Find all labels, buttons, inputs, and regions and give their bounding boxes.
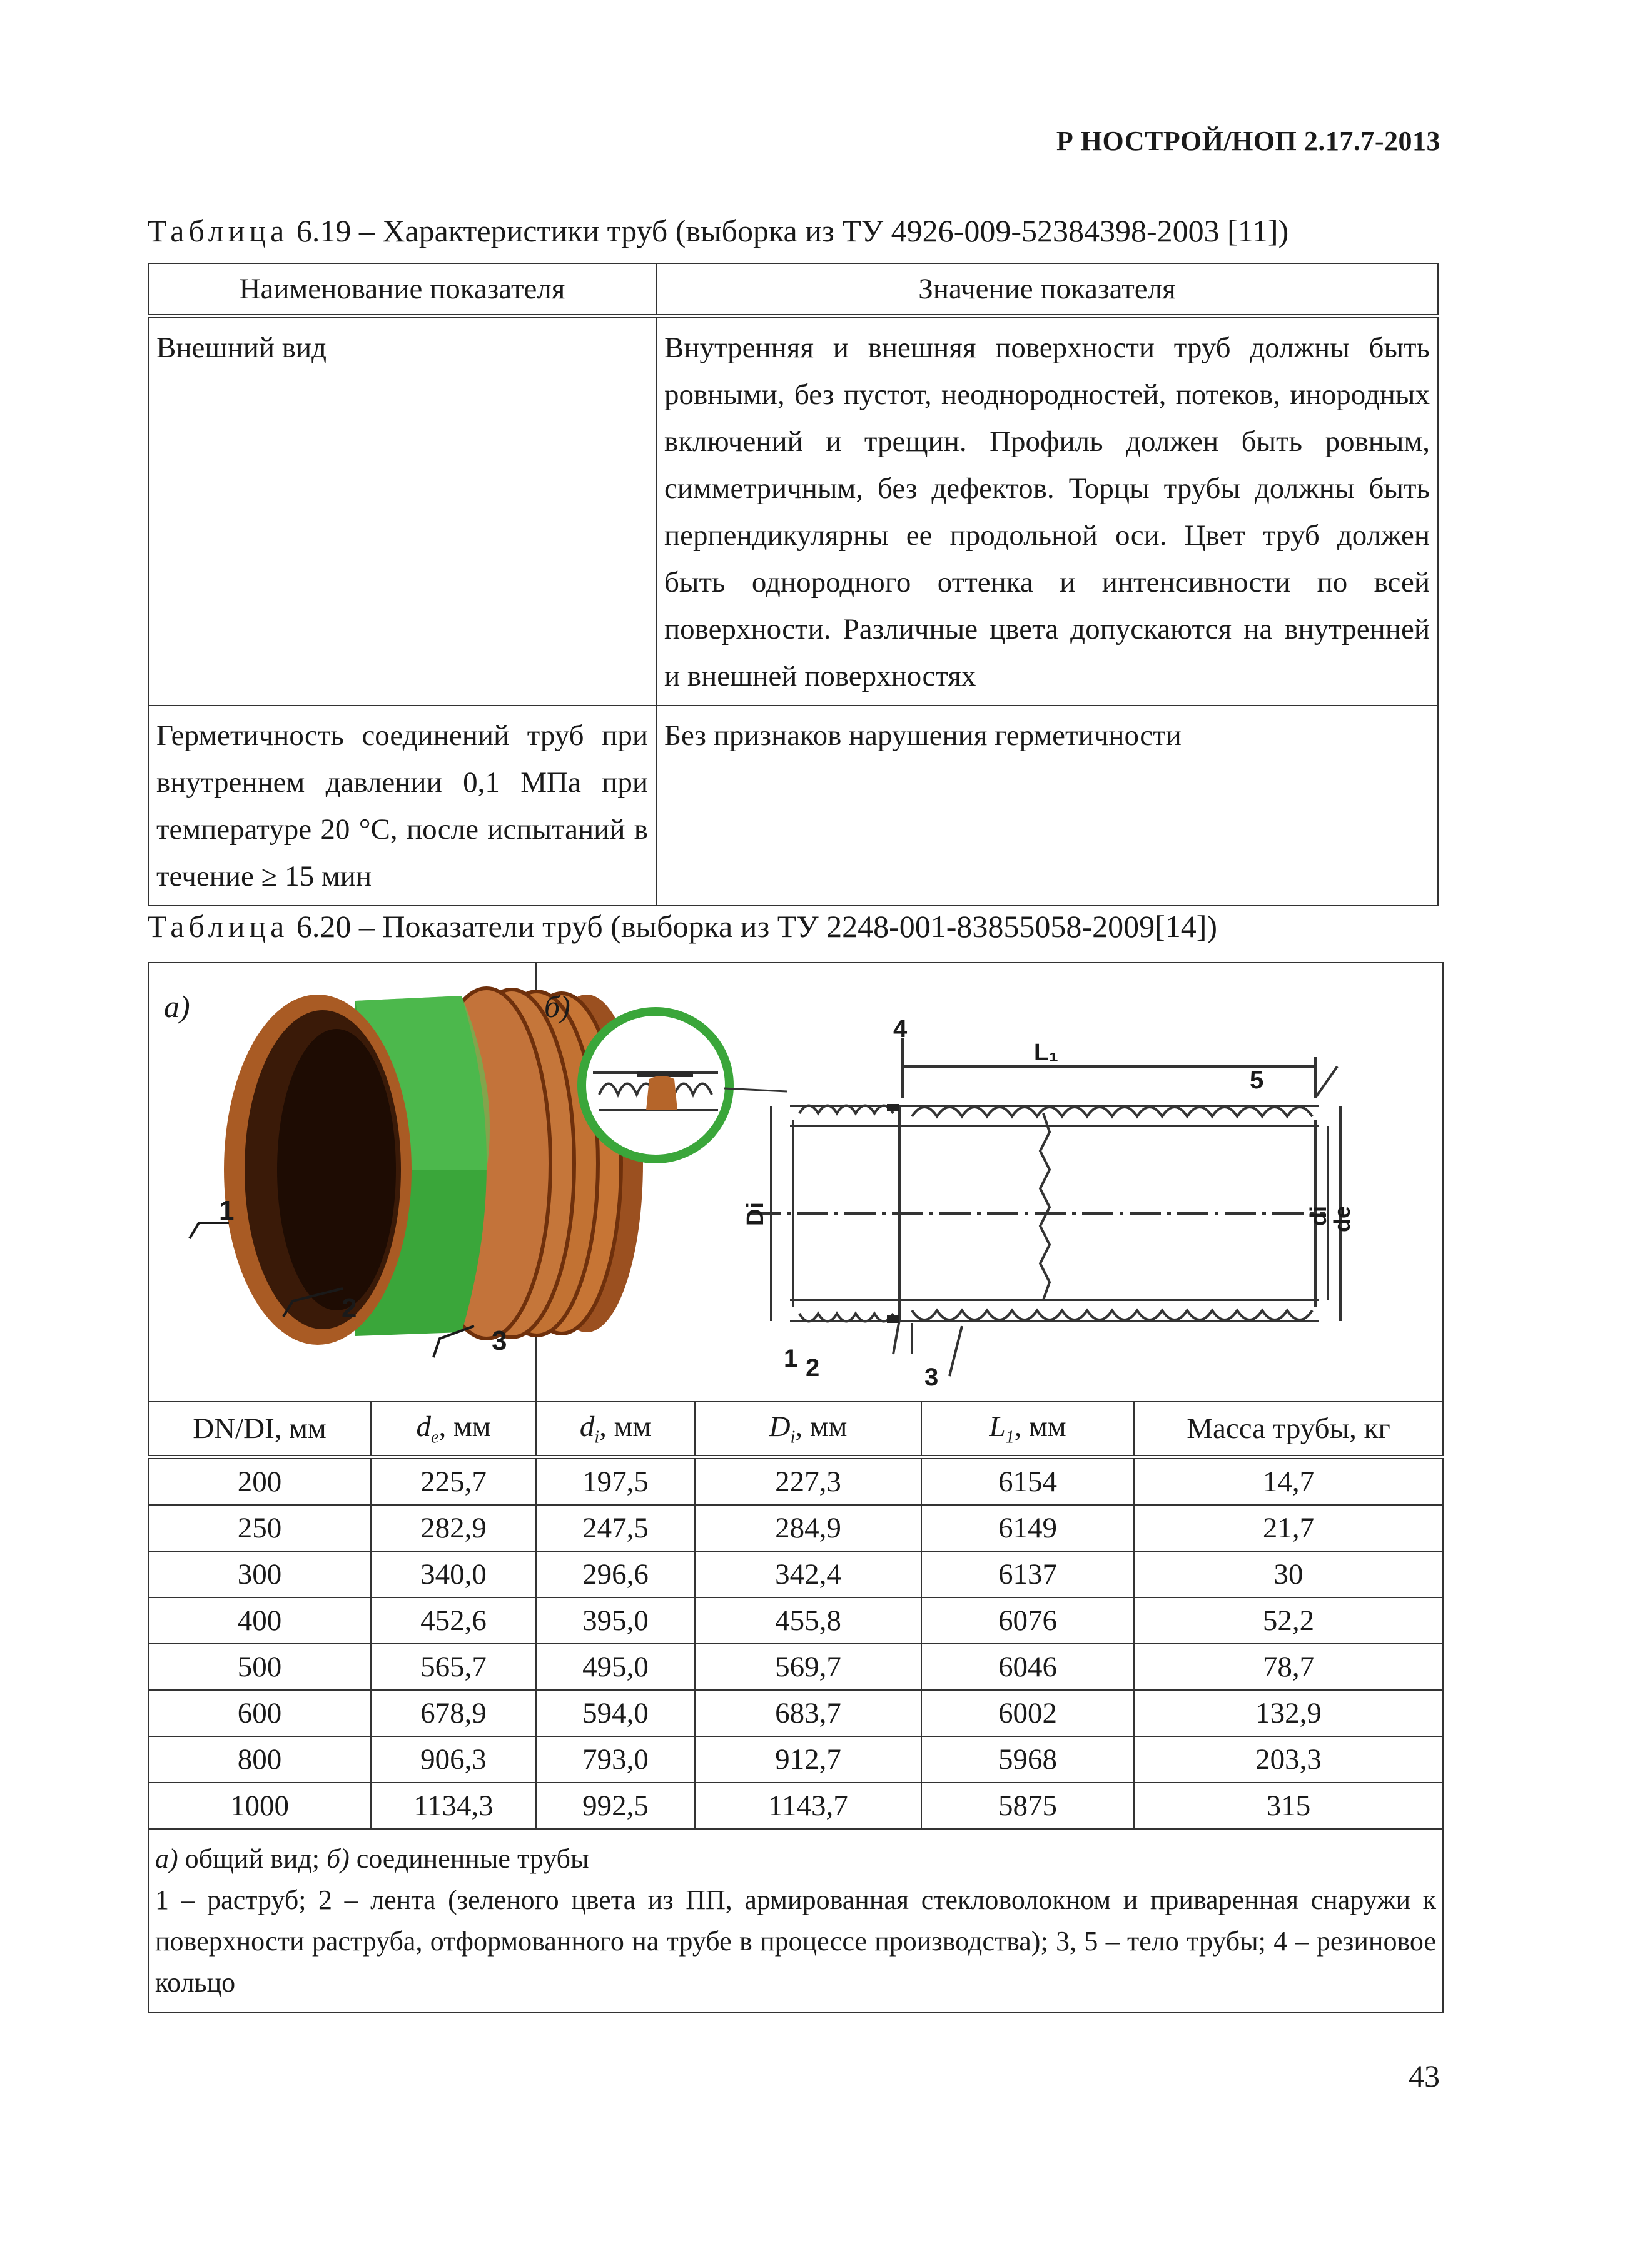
header-indicator-value: Значение показателя xyxy=(656,263,1438,316)
table-cell: 452,6 xyxy=(371,1597,536,1644)
table-cell: 197,5 xyxy=(536,1457,695,1506)
table-cell: 1000 xyxy=(148,1783,371,1829)
table-cell: 225,7 xyxy=(371,1457,536,1506)
figure-note: а) общий вид; б) соединенные трубы 1 – раструб; 2 – лента (зеленого цвета из ПП, армированная стекловолокном и приваренная снаружи к поверхности раструба, отформованного на трубе в процессе производства); 3, 5 – тело трубы; 4 – резиновое кольцо xyxy=(148,1829,1443,2013)
table-cell: 282,9 xyxy=(371,1505,536,1551)
table-cell: 992,5 xyxy=(536,1783,695,1829)
table-cell: 683,7 xyxy=(695,1690,921,1736)
dim-di: di xyxy=(1305,1206,1331,1226)
table-row xyxy=(148,1690,1443,1736)
figure-a-label: а) xyxy=(164,989,190,1024)
table-cell: 594,0 xyxy=(536,1690,695,1736)
table-cell: 132,9 xyxy=(1134,1690,1443,1736)
callout-3: 3 xyxy=(924,1364,939,1391)
dim-Di: Di xyxy=(742,1202,769,1226)
table-cell: 21,7 xyxy=(1134,1505,1443,1551)
dim-L1: L₁ xyxy=(1034,1040,1058,1066)
row-value-tightness: Без признаков нарушения герметичности xyxy=(656,706,1438,906)
row-value-appearance: Внутренняя и внешняя поверхности труб должны быть ровными, без пустот, неоднородностей, потеков, инородных включений и трещин. Профиль должен быть ровным, симметричным, без дефектов. Торцы трубы должны быть перпендикулярны ее продольной оси. Цвет труб должен быть однородного оттенка и интенсивности по всей поверхности. Различные цвета допускаются на внутренней и внешней поверхностях xyxy=(656,316,1438,706)
dim-de: de xyxy=(1329,1205,1355,1232)
caption-text: 6.20 – Показатели труб (выборка из ТУ 2248-001-83855058-2009[14]) xyxy=(296,909,1218,944)
table-row xyxy=(148,1551,1443,1597)
table-cell: 800 xyxy=(148,1736,371,1783)
table-620 xyxy=(148,962,1444,2013)
table-cell: 793,0 xyxy=(536,1736,695,1783)
table-cell: 340,0 xyxy=(371,1551,536,1597)
table-cell: 200 xyxy=(148,1457,371,1506)
table-cell: 5875 xyxy=(921,1783,1134,1829)
table-header-row xyxy=(148,1402,1443,1457)
table-cell: 495,0 xyxy=(536,1644,695,1690)
callout-1: 1 xyxy=(784,1345,798,1372)
table-cell: 250 xyxy=(148,1505,371,1551)
table-row xyxy=(148,1644,1443,1690)
table-cell: 300 xyxy=(148,1551,371,1597)
table-row xyxy=(148,316,1438,706)
pipe-joint-drawing xyxy=(537,963,1355,1395)
table-row xyxy=(148,1597,1443,1644)
table-cell: 342,4 xyxy=(695,1551,921,1597)
table-cell: 1134,3 xyxy=(371,1783,536,1829)
figure-b-cell xyxy=(536,963,1443,1402)
table-cell: 6154 xyxy=(921,1457,1134,1506)
header-Di: $D_i$, мм xyxy=(695,1402,921,1457)
table-cell: 284,9 xyxy=(695,1505,921,1551)
table-cell: 78,7 xyxy=(1134,1644,1443,1690)
header-di: $d_i$, мм xyxy=(536,1402,695,1457)
table-cell: 1143,7 xyxy=(695,1783,921,1829)
row-name-appearance: Внешний вид xyxy=(148,316,656,706)
table-cell: 455,8 xyxy=(695,1597,921,1644)
table-cell: 247,5 xyxy=(536,1505,695,1551)
table-row xyxy=(148,1783,1443,1829)
callout-2: 2 xyxy=(806,1354,820,1382)
callout-1: 1 xyxy=(219,1195,235,1226)
table-cell: 678,9 xyxy=(371,1690,536,1736)
caption-word: Таблица xyxy=(148,909,289,944)
table-619 xyxy=(148,263,1439,906)
header-indicator-name: Наименование показателя xyxy=(148,263,656,316)
table-cell: 6046 xyxy=(921,1644,1134,1690)
table-cell: 569,7 xyxy=(695,1644,921,1690)
table-row xyxy=(148,706,1438,906)
header-mass: Масса трубы, кг xyxy=(1134,1402,1443,1457)
table-cell: 6076 xyxy=(921,1597,1134,1644)
table-620-body xyxy=(148,1457,1443,1830)
page-number: 43 xyxy=(1409,2058,1440,2093)
figure-legend: 1 – раструб; 2 – лента (зеленого цвета из ПП, армированная стекловолокном и приваренная снаружи к поверхности раструба, отформованного на трубе в процессе производства); 3, 5 – тело трубы; 4 – резиновое кольцо xyxy=(155,1885,1436,1998)
table-cell: 14,7 xyxy=(1134,1457,1443,1506)
table-cell: 5968 xyxy=(921,1736,1134,1783)
figure-b-label: б) xyxy=(544,989,570,1024)
table-cell: 600 xyxy=(148,1690,371,1736)
caption-word: Таблица xyxy=(148,213,289,248)
table-cell: 296,6 xyxy=(536,1551,695,1597)
table-cell: 906,3 xyxy=(371,1736,536,1783)
table-cell: 227,3 xyxy=(695,1457,921,1506)
table-cell: 6002 xyxy=(921,1690,1134,1736)
table-619-caption xyxy=(148,213,1288,249)
table-cell: 912,7 xyxy=(695,1736,921,1783)
callout-5: 5 xyxy=(1250,1066,1264,1094)
table-row xyxy=(148,1736,1443,1783)
table-cell: 400 xyxy=(148,1597,371,1644)
table-cell: 52,2 xyxy=(1134,1597,1443,1644)
caption-text: 6.19 – Характеристики труб (выборка из ТУ 4926-009-52384398-2003 [11]) xyxy=(296,213,1289,248)
table-cell: 6137 xyxy=(921,1551,1134,1597)
table-cell: 395,0 xyxy=(536,1597,695,1644)
figure-a-cell xyxy=(148,963,536,1402)
header-de: $d_e$, мм xyxy=(371,1402,536,1457)
header-dn: DN/DI, мм xyxy=(148,1402,371,1457)
callout-4: 4 xyxy=(893,1015,908,1043)
table-cell: 30 xyxy=(1134,1551,1443,1597)
table-cell: 203,3 xyxy=(1134,1736,1443,1783)
row-name-tightness: Герметичность соединений труб при внутреннем давлении 0,1 МПа при температуре 20 °С, после испытаний в течение ≥ 15 мин xyxy=(148,706,656,906)
table-cell: 315 xyxy=(1134,1783,1443,1829)
callout-2: 2 xyxy=(342,1293,357,1324)
table-cell: 6149 xyxy=(921,1505,1134,1551)
header-L1: $L_1$, мм xyxy=(921,1402,1134,1457)
table-620-caption xyxy=(148,908,1217,944)
table-cell: 565,7 xyxy=(371,1644,536,1690)
table-cell: 500 xyxy=(148,1644,371,1690)
table-row xyxy=(148,1457,1443,1506)
document-code: Р НОСТРОЙ/НОП 2.17.7-2013 xyxy=(1056,126,1440,156)
callout-3: 3 xyxy=(492,1325,507,1356)
table-row xyxy=(148,1505,1443,1551)
